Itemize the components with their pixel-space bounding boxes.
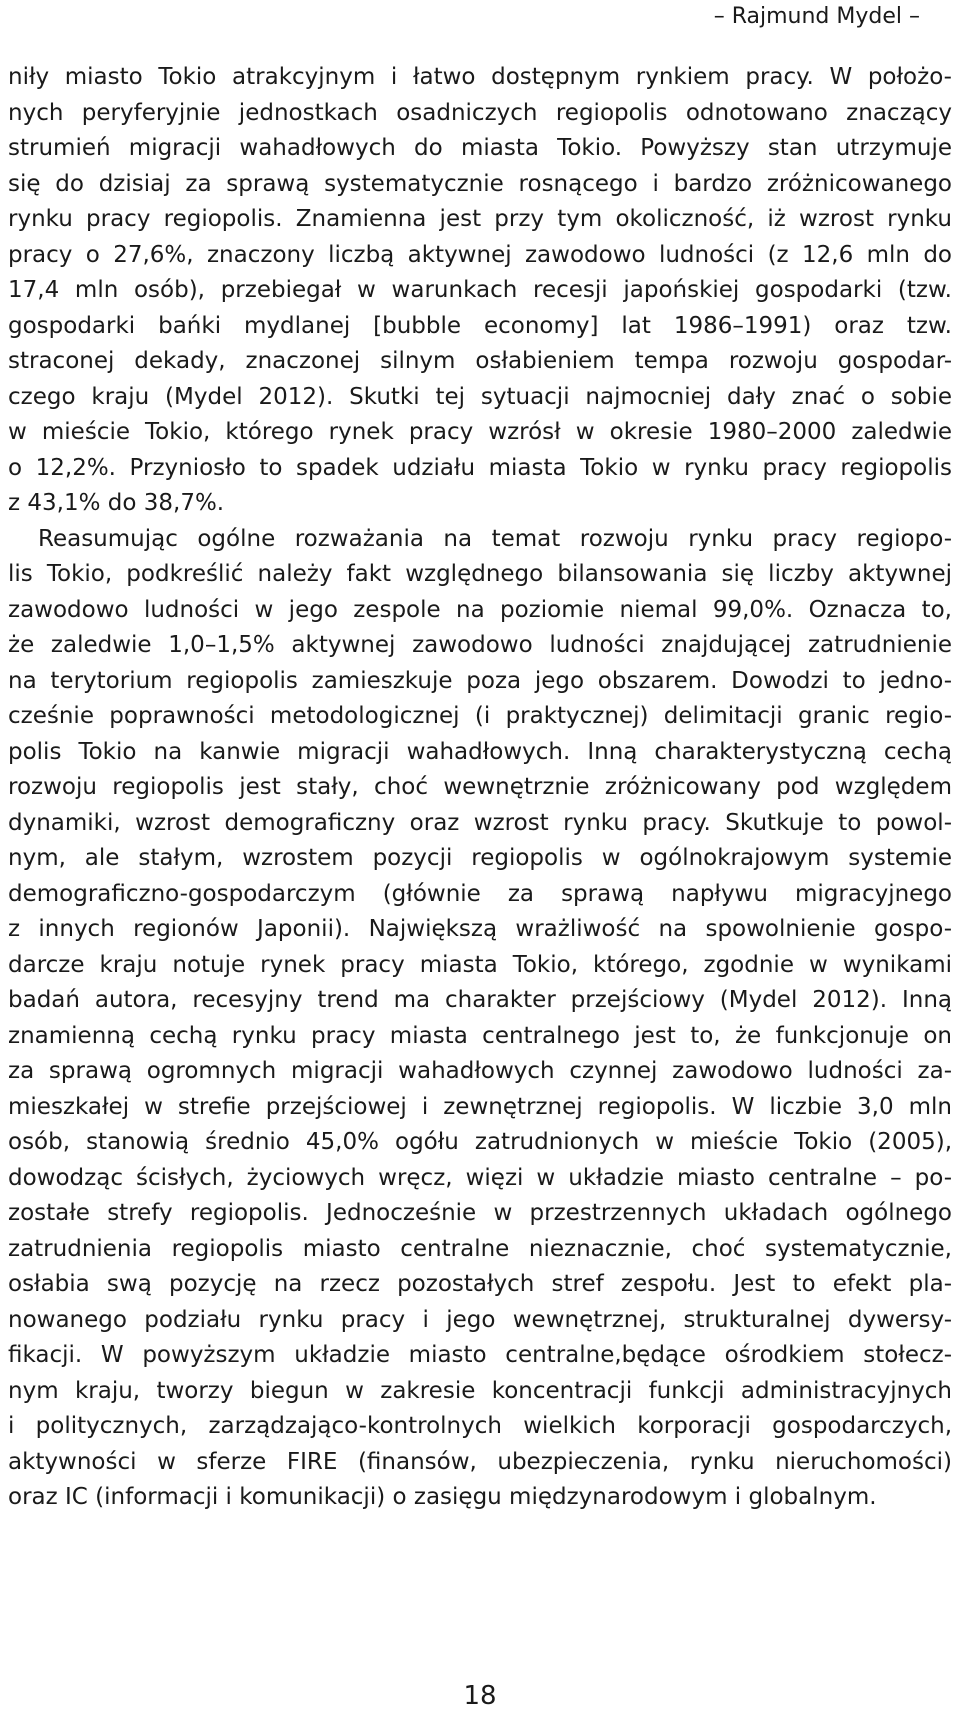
text-line: cześnie poprawności metodologicznej (i praktycznej) delimitacji granic regio- [8,703,952,729]
text-line: nowanego podziału rynku pracy i jego wewnętrznej, strukturalnej dywersy- [8,1306,952,1333]
text-line: straconej dekady, znaczonej silnym osłabieniem tempa rozwoju gospodar- [8,348,952,374]
text-line: nym kraju, tworzy biegun w zakresie koncentracji funkcji administracyjnych [8,1377,952,1404]
text-line: zatrudnienia regiopolis miasto centralne nieznacznie, choć systematycznie, [8,1235,952,1262]
text-line: nych peryferyjnie jednostkach osadniczych regiopolis odnotowano znaczący [8,99,952,126]
text-line: rynku pracy regiopolis. Znamienna jest przy tym okoliczność, iż wzrost rynku [8,206,952,232]
text-line: lis Tokio, podkreślić należy fakt względnego bilansowania się liczby aktywnej [8,561,952,587]
text-line: za sprawą ogromnych migracji wahadłowych czynnej zawodowo ludności za- [8,1058,952,1084]
text-line: darcze kraju notuje rynek pracy miasta Tokio, którego, zgodnie w wynikami [8,951,952,978]
text-line: z innych regionów Japonii). Największą wrażliwość na spowolnienie gospo- [8,916,952,942]
text-line: niły miasto Tokio atrakcyjnym i łatwo dostępnym rynkiem pracy. W położo- [8,64,952,90]
text-line: o 12,2%. Przyniosło to spadek udziału miasta Tokio w rynku pracy regiopolis [8,454,952,481]
text-line: rozwoju regiopolis jest stały, choć wewnętrznie zróżnicowany pod względem [8,774,952,800]
text-line: polis Tokio na kanwie migracji wahadłowych. Inną charakterystyczną cechą [8,738,952,765]
text-line: osób, stanowią średnio 45,0% ogółu zatrudnionych w mieście Tokio (2005), [8,1129,952,1155]
text-line: i politycznych, zarządzająco-kontrolnych wielkich korporacji gospodarczych, [8,1413,952,1439]
text-line: na terytorium regiopolis zamieszkuje poza jego obszarem. Dowodzi to jedno- [8,667,952,694]
text-line: w mieście Tokio, którego rynek pracy wzrósł w okresie 1980–2000 zaledwie [8,419,952,445]
text-line: strumień migracji wahadłowych do miasta Tokio. Powyższy stan utrzymuje [8,135,952,161]
text-line: z 43,1% do 38,7%. [8,490,225,516]
body-text [8,60,952,1516]
text-line: gospodarki bańki mydlanej [bubble economy] lat 1986–1991) oraz tzw. [8,312,952,339]
text-line: 17,4 mln osób), przebiegał w warunkach recesji japońskiej gospodarki (tzw. [8,277,952,303]
text-line: pracy o 27,6%, znaczony liczbą aktywnej zawodowo ludności (z 12,6 mln do [8,241,952,268]
paragraph [8,522,952,1516]
text-line: znamienną cechą rynku pracy miasta centralnego jest to, że funkcjonuje on [8,1022,952,1049]
text-line: nym, ale stałym, wzrostem pozycji regiopolis w ogólnokrajowym systemie [8,845,952,871]
text-line: Reasumując ogólne rozważania na temat rozwoju rynku pracy regiopo- [38,525,952,552]
text-line: się do dzisiaj za sprawą systematycznie rosnącego i bardzo zróżnicowanego [8,170,952,197]
text-line: mieszkałej w strefie przejściowej i zewnętrznej regiopolis. W liczbie 3,0 mln [8,1093,952,1120]
page-number: 18 [463,1681,497,1711]
text-line: osłabia swą pozycję na rzecz pozostałych stref zespołu. Jest to efekt pla- [8,1271,952,1297]
text-line: zostałe strefy regiopolis. Jednocześnie w przestrzennych układach ogólnego [8,1200,952,1226]
text-line: czego kraju (Mydel 2012). Skutki tej sytuacji najmocniej dały znać o sobie [8,383,952,410]
text-line: zawodowo ludności w jego zespole na poziomie niemal 99,0%. Oznacza to, [8,596,952,623]
text-line: badań autora, recesyjny trend ma charakter przejściowy (Mydel 2012). Inną [8,987,952,1013]
text-line: dowodząc ścisłych, życiowych wręcz, więzi w układzie miasto centralne – po- [8,1164,952,1191]
text-line: demograficzno-gospodarczym (głównie za sprawą napływu migracyjnego [8,880,952,907]
running-header: – Rajmund Mydel – [713,4,920,29]
text-line: że zaledwie 1,0–1,5% aktywnej zawodowo ludności znajdującej zatrudnienie [8,632,952,658]
text-line: aktywności w sferze FIRE (finansów, ubezpieczenia, rynku nieruchomości) [8,1448,952,1475]
paragraph [8,60,952,522]
text-line: fikacji. W powyższym układzie miasto centralne,będące ośrodkiem stołecz- [8,1342,952,1368]
text-line: oraz IC (informacji i komunikacji) o zasięgu międzynarodowym i globalnym. [8,1484,877,1510]
text-line: dynamiki, wzrost demograficzny oraz wzrost rynku pracy. Skutkuje to powol- [8,809,952,836]
